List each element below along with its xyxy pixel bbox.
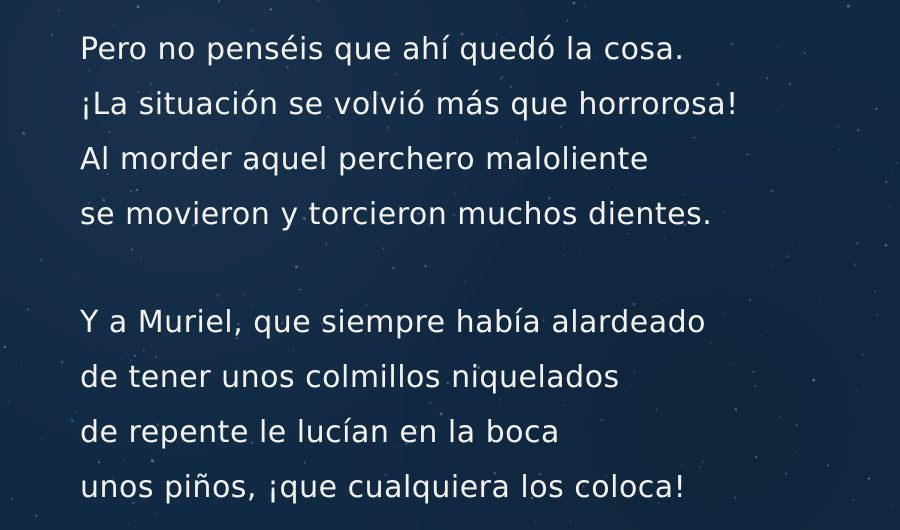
speckle-dot: [22, 132, 25, 135]
poem-line: ¡La situación se volvió más que horrorosa!: [80, 87, 739, 122]
speckle-dot: [847, 5, 850, 8]
speckle-dot: [584, 6, 586, 8]
speckle-dot: [21, 363, 23, 365]
speckle-dot: [27, 308, 30, 311]
poem-text: [80, 22, 880, 515]
speckle-dot: [71, 420, 74, 423]
speckle-dot: [41, 438, 43, 440]
speckle-dot: [891, 173, 893, 175]
poem-line: unos piños, ¡que cualquiera los coloca!: [80, 470, 687, 505]
poem-line: se movieron y torcieron muchos dientes.: [80, 197, 713, 232]
speckle-dot: [885, 244, 888, 247]
stanza-2: [80, 295, 880, 515]
speckle-dot: [570, 520, 572, 522]
speckle-dot: [137, 5, 140, 8]
poem-line: Al morder aquel perchero maloliente: [80, 142, 649, 177]
speckle-dot: [35, 514, 37, 516]
speckle-dot: [869, 517, 870, 518]
poem-line: de repente le lucían en la boca: [80, 415, 560, 450]
speckle-dot: [885, 181, 887, 183]
speckle-dot: [128, 523, 129, 524]
speckle-dot: [57, 9, 60, 12]
poem-line: Pero no penséis que ahí quedó la cosa.: [80, 32, 685, 67]
speckle-dot: [4, 346, 7, 349]
speckle-dot: [317, 0, 320, 1]
stanza-1: [80, 22, 880, 242]
speckle-dot: [11, 498, 13, 500]
speckle-dot: [896, 162, 898, 164]
speckle-dot: [573, 2, 576, 5]
speckle-dot: [270, 8, 272, 10]
speckle-dot: [75, 411, 78, 414]
speckle-dot: [891, 505, 894, 508]
poem-line: Y a Muriel, que siempre había alardeado: [80, 305, 707, 340]
speckle-dot: [535, 521, 537, 523]
speckle-dot: [61, 361, 64, 364]
speckle-dot: [51, 34, 53, 36]
speckle-dot: [76, 280, 77, 281]
speckle-dot: [218, 0, 221, 2]
speckle-dot: [7, 401, 8, 402]
poem-line: de tener unos colmillos niquelados: [80, 360, 620, 395]
speckle-dot: [502, 17, 503, 18]
speckle-dot: [39, 259, 42, 262]
speckle-dot: [60, 218, 62, 220]
speckle-dot: [889, 207, 891, 209]
